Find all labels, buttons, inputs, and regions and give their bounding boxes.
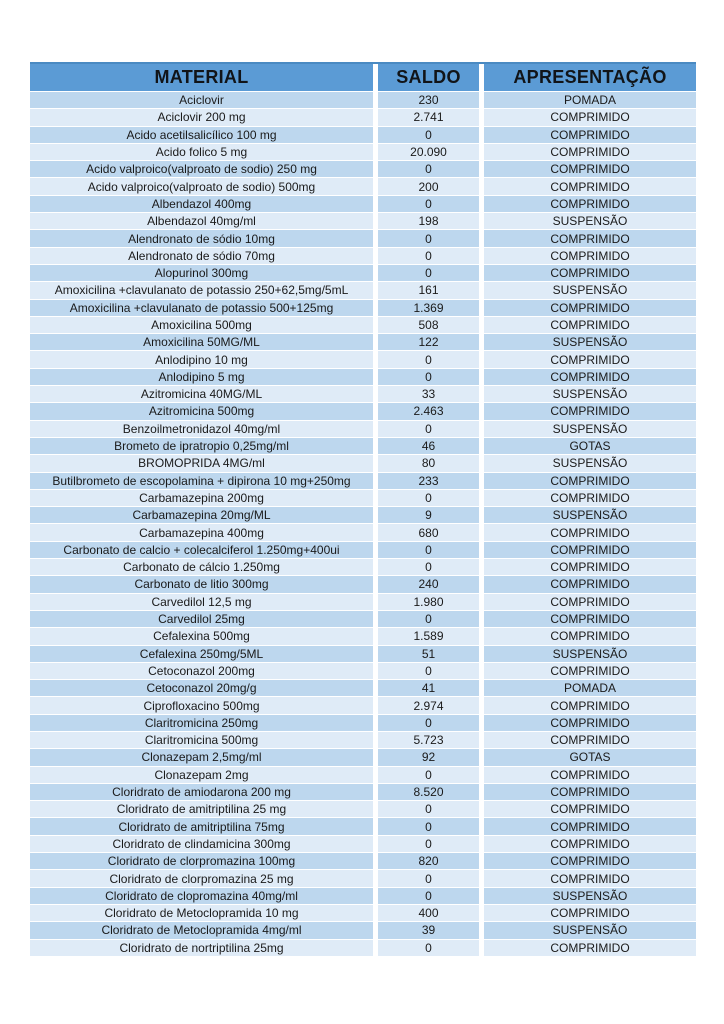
saldo-cell: 0 (378, 801, 479, 817)
table-row (30, 421, 696, 437)
saldo-cell: 0 (378, 836, 479, 852)
apresentacao-cell: GOTAS (484, 438, 696, 454)
material-cell: Azitromicina 500mg (30, 403, 373, 419)
material-cell: Acido folico 5 mg (30, 144, 373, 160)
apresentacao-cell: COMPRIMIDO (484, 767, 696, 783)
material-cell: Cefalexina 250mg/5ML (30, 646, 373, 662)
material-cell: Benzoilmetronidazol 40mg/ml (30, 421, 373, 437)
material-cell: Claritromicina 250mg (30, 715, 373, 731)
apresentacao-cell: GOTAS (484, 749, 696, 765)
apresentacao-cell: COMPRIMIDO (484, 542, 696, 558)
apresentacao-cell: POMADA (484, 680, 696, 696)
apresentacao-cell: SUSPENSÃO (484, 455, 696, 471)
table-row (30, 818, 696, 834)
apresentacao-cell: SUSPENSÃO (484, 213, 696, 229)
apresentacao-cell: POMADA (484, 92, 696, 108)
material-cell: Brometo de ipratropio 0,25mg/ml (30, 438, 373, 454)
table-row (30, 213, 696, 229)
saldo-cell: 233 (378, 473, 479, 489)
table-row (30, 870, 696, 886)
apresentacao-cell: COMPRIMIDO (484, 611, 696, 627)
table-row (30, 697, 696, 713)
saldo-cell: 0 (378, 351, 479, 367)
saldo-cell: 80 (378, 455, 479, 471)
table-row (30, 507, 696, 523)
apresentacao-cell: COMPRIMIDO (484, 576, 696, 592)
table-row (30, 490, 696, 506)
apresentacao-cell: COMPRIMIDO (484, 594, 696, 610)
table-row (30, 749, 696, 765)
material-cell: Aciclovir 200 mg (30, 109, 373, 125)
material-cell: Carvedilol 25mg (30, 611, 373, 627)
saldo-cell: 0 (378, 369, 479, 385)
apresentacao-cell: COMPRIMIDO (484, 300, 696, 316)
material-cell: Albendazol 400mg (30, 196, 373, 212)
column-header-saldo: SALDO (378, 64, 479, 91)
saldo-cell: 2.974 (378, 697, 479, 713)
saldo-cell: 33 (378, 386, 479, 402)
material-cell: Aciclovir (30, 92, 373, 108)
apresentacao-cell: COMPRIMIDO (484, 317, 696, 333)
saldo-cell: 122 (378, 334, 479, 350)
table-row (30, 386, 696, 402)
table-row (30, 144, 696, 160)
apresentacao-cell: COMPRIMIDO (484, 265, 696, 281)
saldo-cell: 51 (378, 646, 479, 662)
table-row (30, 576, 696, 592)
table-row (30, 594, 696, 610)
apresentacao-cell: SUSPENSÃO (484, 888, 696, 904)
material-cell: Carvedilol 12,5 mg (30, 594, 373, 610)
material-cell: Cetoconazol 200mg (30, 663, 373, 679)
table-row (30, 282, 696, 298)
table-row (30, 732, 696, 748)
table-row (30, 178, 696, 194)
saldo-cell: 508 (378, 317, 479, 333)
apresentacao-cell: COMPRIMIDO (484, 905, 696, 921)
table-row (30, 403, 696, 419)
material-cell: Carbamazepina 200mg (30, 490, 373, 506)
saldo-cell: 20.090 (378, 144, 479, 160)
apresentacao-cell: COMPRIMIDO (484, 524, 696, 540)
material-cell: Acido acetilsalicílico 100 mg (30, 127, 373, 143)
apresentacao-cell: COMPRIMIDO (484, 853, 696, 869)
apresentacao-cell: COMPRIMIDO (484, 628, 696, 644)
saldo-cell: 92 (378, 749, 479, 765)
material-cell: Acido valproico(valproato de sodio) 500mg (30, 178, 373, 194)
apresentacao-cell: COMPRIMIDO (484, 801, 696, 817)
material-cell: Carbonato de litio 300mg (30, 576, 373, 592)
table-row (30, 559, 696, 575)
column-header-material: MATERIAL (30, 64, 373, 91)
table-body (30, 92, 696, 956)
material-cell: Cetoconazol 20mg/g (30, 680, 373, 696)
material-cell: Cloridrato de clopromazina 40mg/ml (30, 888, 373, 904)
saldo-cell: 198 (378, 213, 479, 229)
table-row (30, 767, 696, 783)
saldo-cell: 820 (378, 853, 479, 869)
material-cell: Cloridrato de amiodarona 200 mg (30, 784, 373, 800)
material-cell: Acido valproico(valproato de sodio) 250 mg (30, 161, 373, 177)
saldo-cell: 0 (378, 490, 479, 506)
saldo-cell: 0 (378, 663, 479, 679)
apresentacao-cell: COMPRIMIDO (484, 161, 696, 177)
apresentacao-cell: SUSPENSÃO (484, 646, 696, 662)
table-row (30, 455, 696, 471)
table-row (30, 317, 696, 333)
material-cell: Carbonato de calcio + colecalciferol 1.250mg+400ui (30, 542, 373, 558)
table-row (30, 542, 696, 558)
material-cell: Alopurinol 300mg (30, 265, 373, 281)
material-cell: Cloridrato de amitriptilina 25 mg (30, 801, 373, 817)
table-row (30, 940, 696, 956)
saldo-cell: 0 (378, 888, 479, 904)
table-row (30, 836, 696, 852)
material-cell: Carbonato de cálcio 1.250mg (30, 559, 373, 575)
table-row (30, 905, 696, 921)
saldo-cell: 2.463 (378, 403, 479, 419)
saldo-cell: 1.589 (378, 628, 479, 644)
material-cell: Cloridrato de clorpromazina 100mg (30, 853, 373, 869)
table-row (30, 611, 696, 627)
saldo-cell: 0 (378, 611, 479, 627)
saldo-cell: 0 (378, 940, 479, 956)
saldo-cell: 41 (378, 680, 479, 696)
saldo-cell: 2.741 (378, 109, 479, 125)
table-row (30, 196, 696, 212)
table-row (30, 663, 696, 679)
material-cell: Amoxicilina +clavulanato de potassio 250+62,5mg/5mL (30, 282, 373, 298)
saldo-cell: 400 (378, 905, 479, 921)
apresentacao-cell: COMPRIMIDO (484, 836, 696, 852)
apresentacao-cell: COMPRIMIDO (484, 818, 696, 834)
table-row (30, 473, 696, 489)
saldo-cell: 0 (378, 542, 479, 558)
material-cell: Anlodipino 5 mg (30, 369, 373, 385)
material-cell: Claritromicina 500mg (30, 732, 373, 748)
saldo-cell: 39 (378, 922, 479, 938)
saldo-cell: 5.723 (378, 732, 479, 748)
apresentacao-cell: COMPRIMIDO (484, 732, 696, 748)
material-cell: Albendazol 40mg/ml (30, 213, 373, 229)
apresentacao-cell: COMPRIMIDO (484, 473, 696, 489)
saldo-cell: 0 (378, 559, 479, 575)
table-row (30, 524, 696, 540)
table-row (30, 853, 696, 869)
apresentacao-cell: SUSPENSÃO (484, 282, 696, 298)
material-cell: Anlodipino 10 mg (30, 351, 373, 367)
material-cell: Cloridrato de Metoclopramida 10 mg (30, 905, 373, 921)
table-row (30, 248, 696, 264)
saldo-cell: 0 (378, 127, 479, 143)
saldo-cell: 0 (378, 196, 479, 212)
saldo-cell: 240 (378, 576, 479, 592)
apresentacao-cell: COMPRIMIDO (484, 697, 696, 713)
table-row (30, 230, 696, 246)
table-header-row (30, 62, 696, 91)
medication-stock-table (30, 62, 696, 957)
material-cell: Carbamazepina 20mg/ML (30, 507, 373, 523)
table-row (30, 715, 696, 731)
table-row (30, 628, 696, 644)
column-header-apresentacao: APRESENTAÇÃO (484, 64, 696, 91)
saldo-cell: 1.369 (378, 300, 479, 316)
table-row (30, 784, 696, 800)
material-cell: Butilbrometo de escopolamina + dipirona 10 mg+250mg (30, 473, 373, 489)
apresentacao-cell: COMPRIMIDO (484, 403, 696, 419)
apresentacao-cell: COMPRIMIDO (484, 178, 696, 194)
apresentacao-cell: COMPRIMIDO (484, 559, 696, 575)
saldo-cell: 1.980 (378, 594, 479, 610)
material-cell: Amoxicilina 500mg (30, 317, 373, 333)
table-row (30, 265, 696, 281)
apresentacao-cell: COMPRIMIDO (484, 369, 696, 385)
saldo-cell: 0 (378, 767, 479, 783)
apresentacao-cell: COMPRIMIDO (484, 127, 696, 143)
apresentacao-cell: COMPRIMIDO (484, 490, 696, 506)
material-cell: Alendronato de sódio 10mg (30, 230, 373, 246)
material-cell: Cloridrato de amitriptilina 75mg (30, 818, 373, 834)
table-row (30, 680, 696, 696)
saldo-cell: 0 (378, 870, 479, 886)
apresentacao-cell: COMPRIMIDO (484, 230, 696, 246)
saldo-cell: 0 (378, 248, 479, 264)
apresentacao-cell: SUSPENSÃO (484, 507, 696, 523)
saldo-cell: 0 (378, 715, 479, 731)
saldo-cell: 680 (378, 524, 479, 540)
saldo-cell: 0 (378, 230, 479, 246)
saldo-cell: 0 (378, 818, 479, 834)
apresentacao-cell: COMPRIMIDO (484, 351, 696, 367)
saldo-cell: 8.520 (378, 784, 479, 800)
apresentacao-cell: SUSPENSÃO (484, 334, 696, 350)
table-row (30, 127, 696, 143)
apresentacao-cell: COMPRIMIDO (484, 870, 696, 886)
apresentacao-cell: COMPRIMIDO (484, 196, 696, 212)
table-row (30, 92, 696, 108)
table-row (30, 334, 696, 350)
table-row (30, 646, 696, 662)
material-cell: Clonazepam 2,5mg/ml (30, 749, 373, 765)
apresentacao-cell: COMPRIMIDO (484, 784, 696, 800)
apresentacao-cell: SUSPENSÃO (484, 421, 696, 437)
table-row (30, 351, 696, 367)
material-cell: Cefalexina 500mg (30, 628, 373, 644)
material-cell: Amoxicilina +clavulanato de potassio 500+125mg (30, 300, 373, 316)
table-row (30, 922, 696, 938)
saldo-cell: 0 (378, 161, 479, 177)
apresentacao-cell: SUSPENSÃO (484, 922, 696, 938)
apresentacao-cell: COMPRIMIDO (484, 248, 696, 264)
material-cell: Cloridrato de nortriptilina 25mg (30, 940, 373, 956)
apresentacao-cell: COMPRIMIDO (484, 715, 696, 731)
saldo-cell: 46 (378, 438, 479, 454)
saldo-cell: 0 (378, 421, 479, 437)
saldo-cell: 200 (378, 178, 479, 194)
saldo-cell: 9 (378, 507, 479, 523)
apresentacao-cell: COMPRIMIDO (484, 663, 696, 679)
saldo-cell: 0 (378, 265, 479, 281)
material-cell: Cloridrato de clorpromazina 25 mg (30, 870, 373, 886)
material-cell: Amoxicilina 50MG/ML (30, 334, 373, 350)
table-row (30, 369, 696, 385)
saldo-cell: 230 (378, 92, 479, 108)
apresentacao-cell: COMPRIMIDO (484, 940, 696, 956)
material-cell: Clonazepam 2mg (30, 767, 373, 783)
material-cell: Cloridrato de Metoclopramida 4mg/ml (30, 922, 373, 938)
material-cell: BROMOPRIDA 4MG/ml (30, 455, 373, 471)
table-row (30, 801, 696, 817)
material-cell: Carbamazepina 400mg (30, 524, 373, 540)
apresentacao-cell: COMPRIMIDO (484, 144, 696, 160)
table-row (30, 300, 696, 316)
table-row (30, 438, 696, 454)
material-cell: Ciprofloxacino 500mg (30, 697, 373, 713)
material-cell: Azitromicina 40MG/ML (30, 386, 373, 402)
table-row (30, 888, 696, 904)
saldo-cell: 161 (378, 282, 479, 298)
material-cell: Cloridrato de clindamicina 300mg (30, 836, 373, 852)
table-row (30, 161, 696, 177)
table-row (30, 109, 696, 125)
material-cell: Alendronato de sódio 70mg (30, 248, 373, 264)
apresentacao-cell: SUSPENSÃO (484, 386, 696, 402)
apresentacao-cell: COMPRIMIDO (484, 109, 696, 125)
